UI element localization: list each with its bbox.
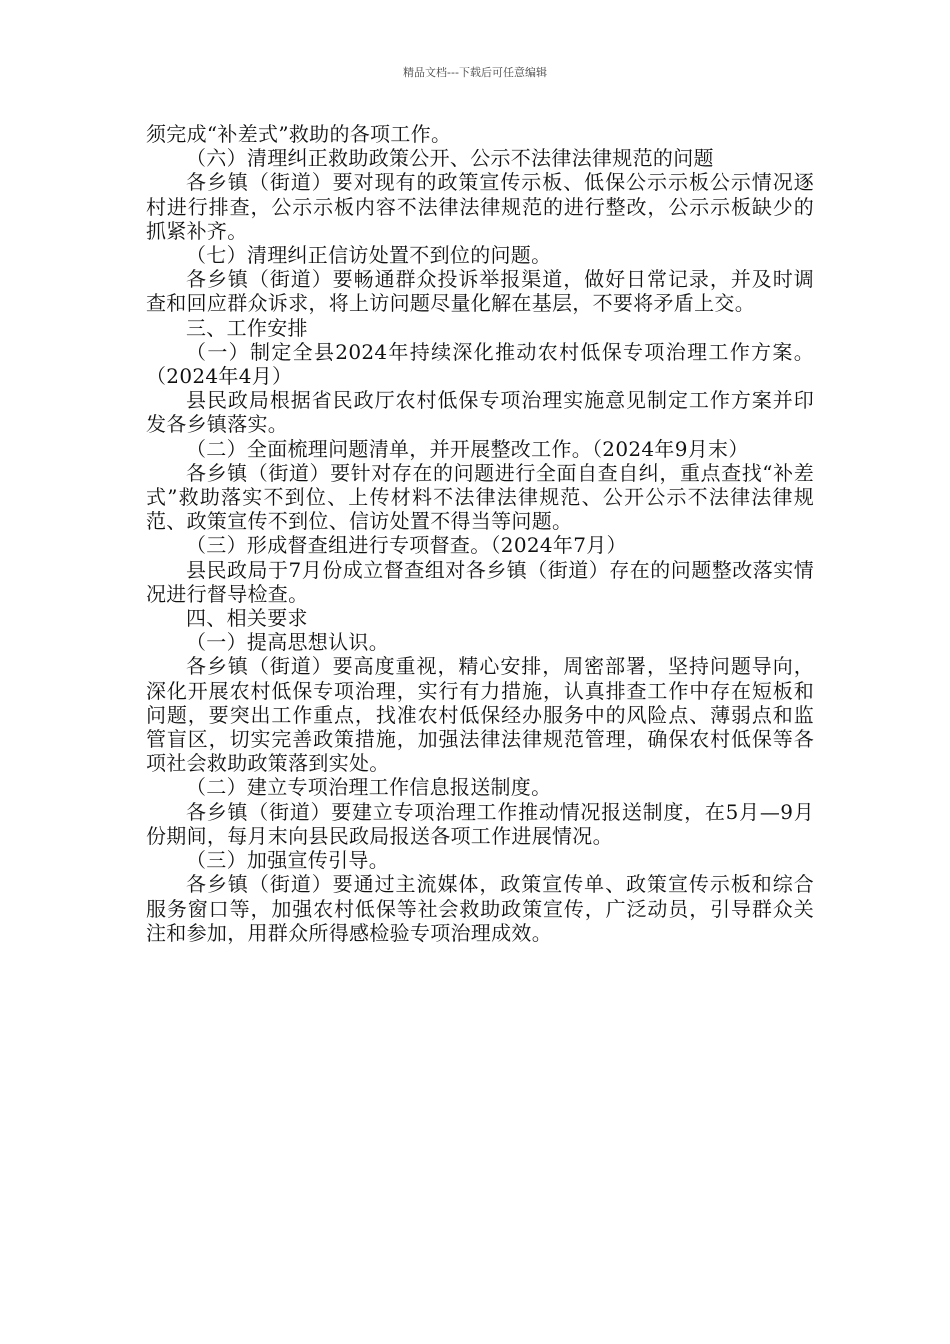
paragraph: 各乡镇（街道）要针对存在的问题进行全面自查自纠，重点查找“补差式”救助落实不到位、上传材料不法律法律规范、公开公示不法律法律规范、政策宣传不到位、信访处置不得当等问题。	[146, 460, 814, 534]
section-heading: （二）全面梳理问题清单，并开展整改工作。（2024年9月末）	[186, 436, 749, 461]
paragraph: 各乡镇（街道）要建立专项治理工作推动情况报送制度，在5月—9月份期间，每月末向县民政局报送各项工作进展情况。	[146, 799, 814, 848]
paragraph: 县民政局于7月份成立督查组对各乡镇（街道）存在的问题整改落实情况进行督导检查。	[146, 557, 814, 606]
paragraph: 须完成“补差式”救助的各项工作。	[146, 122, 452, 146]
document-body	[146, 122, 814, 945]
chapter-heading: 三、工作安排	[186, 315, 308, 340]
chapter-heading: 四、相关要求	[186, 606, 308, 631]
paragraph: 各乡镇（街道）要对现有的政策宣传示板、低保公示示板公示情况逐村进行排查，公示示板内容不法律法律规范的进行整改，公示示板缺少的抓紧补齐。	[146, 170, 814, 243]
section-heading: （一）提高思想认识。	[186, 630, 389, 655]
paragraph: 各乡镇（街道）要畅通群众投诉举报渠道，做好日常记录，并及时调查和回应群众诉求，将上访问题尽量化解在基层，不要将矛盾上交。	[146, 267, 814, 316]
section-heading: （三）加强宣传引导。	[186, 848, 389, 873]
paragraph: 各乡镇（街道）要高度重视，精心安排，周密部署，坚持问题导向，深化开展农村低保专项治理，实行有力措施，认真排查工作中存在短板和问题，要突出工作重点，找准农村低保经办服务中的风险点、薄弱点和监管盲区，切实完善政策措施，加强法律法律规范管理，确保农村低保等各项社会救助政策落到实处。	[146, 654, 814, 776]
section-heading: （三）形成督查组进行专项督查。（2024年7月）	[186, 533, 627, 558]
section-heading: （六）清理纠正救助政策公开、公示不法律法律规范的问题	[186, 146, 714, 171]
paragraph: 县民政局根据省民政厅农村低保专项治理实施意见制定工作方案并印发各乡镇落实。	[146, 388, 814, 437]
section-heading: （二）建立专项治理工作信息报送制度。	[186, 775, 552, 800]
section-heading: （一）制定全县2024年持续深化推动农村低保专项治理工作方案。（2024年4月）	[146, 339, 814, 389]
section-heading: （七）清理纠正信访处置不到位的问题。	[186, 243, 552, 268]
page-header: 精品文档---下载后可任意编辑	[403, 66, 547, 79]
paragraph: 各乡镇（街道）要通过主流媒体，政策宣传单、政策宣传示板和综合服务窗口等，加强农村低保等社会救助政策宣传，广泛动员，引导群众关注和参加，用群众所得感检验专项治理成效。	[146, 872, 814, 945]
